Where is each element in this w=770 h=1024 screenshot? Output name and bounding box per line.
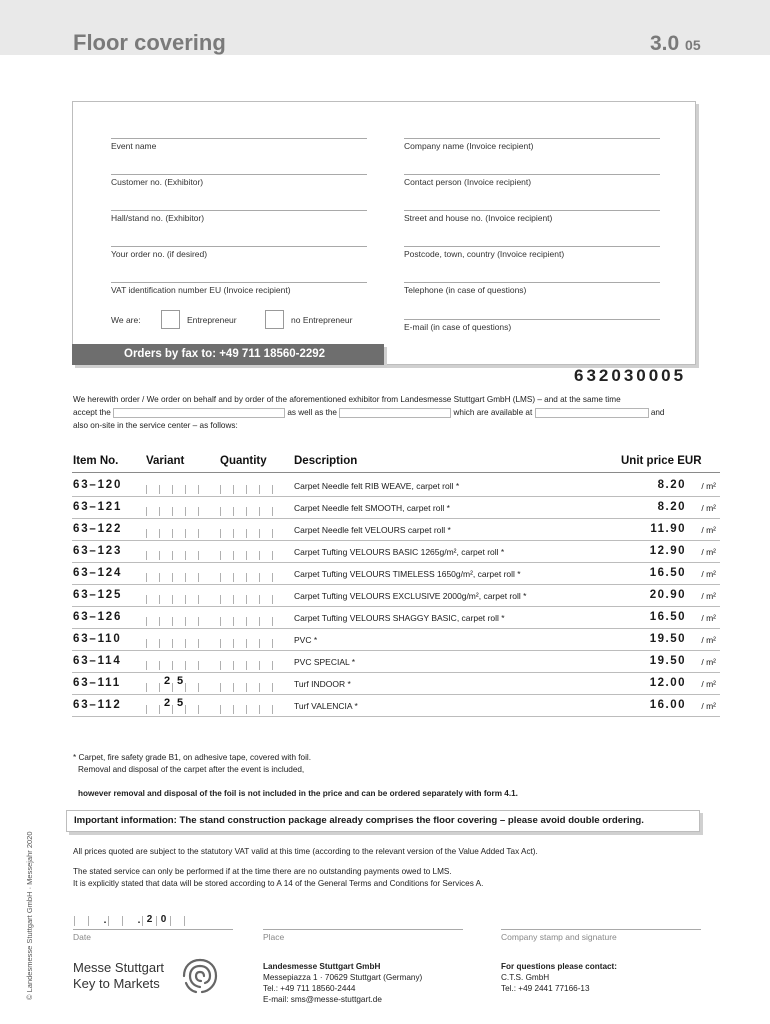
digit-cell[interactable] [233,507,246,516]
digit-cell[interactable] [246,551,259,560]
item-number: 63–123 [73,545,123,557]
digit-cell[interactable] [159,675,172,692]
variant-input[interactable] [146,573,199,582]
price-unit: / m² [701,503,716,513]
item-description: PVC * [294,635,318,645]
digit-cell[interactable] [146,705,159,714]
digit-cell[interactable] [172,507,185,516]
digit-cell[interactable] [172,485,185,494]
digit-cell[interactable] [259,551,273,560]
unit-price: 16.50 [649,567,686,579]
digit-value: 5 [177,675,184,687]
intro-line-1: We herewith order / We order on behalf and by order of the aforementioned exhibitor from Landesmesse Stuttgart GmbH (LMS) – and at the same time [73,395,621,404]
digit-cell[interactable] [172,661,185,670]
variant-input[interactable] [146,595,199,604]
item-number: 63–122 [73,523,123,535]
item-description: Carpet Tufting VELOURS TIMELESS 1650g/m², carpet roll * [294,569,521,579]
form-number-sub: 05 [685,37,701,53]
digit-cell[interactable] [233,573,246,582]
digit-cell[interactable] [246,507,259,516]
digit-cell[interactable] [159,617,172,626]
item-description: Carpet Needle felt RIB WEAVE, carpet roll * [294,481,460,491]
col-header-item: Item No. [73,455,119,467]
date-separator: . [103,915,107,926]
digit-cell[interactable] [159,661,172,670]
quantity-input[interactable] [220,683,273,692]
item-description: Carpet Needle felt SMOOTH, carpet roll * [294,503,450,513]
item-number: 63–126 [73,611,123,623]
unit-price: 16.00 [649,699,686,711]
vat-id-field[interactable]: VAT identification number EU (Invoice recipient) [111,282,367,295]
telephone-field[interactable]: Telephone (in case of questions) [404,282,660,295]
digit-cell[interactable] [233,595,246,604]
price-unit: / m² [701,613,716,623]
quantity-input[interactable] [220,485,273,494]
quantity-input[interactable] [220,595,273,604]
table-row [72,496,720,519]
digit-cell[interactable] [146,639,159,648]
footnote-line-1: * Carpet, fire safety grade B1, on adhesive tape, covered with foil. [73,753,312,762]
street-field[interactable]: Street and house no. (Invoice recipient) [404,210,660,223]
digit-cell[interactable] [185,573,199,582]
date-separator: . [137,915,141,926]
we-are-label: We are: [111,315,141,325]
date-digit-cell[interactable] [74,916,88,926]
digit-cell[interactable] [172,551,185,560]
date-digit-cell[interactable]: 2 [142,916,156,926]
digit-cell[interactable] [246,485,259,494]
digit-cell[interactable] [246,529,259,538]
digit-cell[interactable] [259,595,273,604]
digit-cell[interactable] [146,529,159,538]
unit-price: 12.90 [649,545,686,557]
intro-as-well-as: as well as the [287,408,337,417]
fax-text: Orders by fax to: +49 711 18560-2292 [124,348,326,360]
digit-cell[interactable] [233,485,246,494]
email-field[interactable]: E-mail (in case of questions) [404,319,660,332]
order-no-field[interactable]: Your order no. (if desired) [111,246,367,259]
unit-price: 8.20 [657,479,686,491]
digit-cell[interactable] [172,573,185,582]
digit-cell[interactable] [259,661,273,670]
digit-cell[interactable] [259,705,273,714]
digit-cell[interactable] [259,485,273,494]
digit-cell[interactable] [233,705,246,714]
logo-line-2: Key to Markets [73,976,160,991]
item-description: Carpet Tufting VELOURS SHAGGY BASIC, carpet roll * [294,613,505,623]
digit-cell[interactable] [246,573,259,582]
digit-cell[interactable] [246,683,259,692]
digit-cell[interactable] [259,507,273,516]
col-header-price: Unit price EUR [621,455,702,467]
important-info-box [66,810,700,832]
digit-value: 5 [177,697,184,709]
price-unit: / m² [701,569,716,579]
price-unit: / m² [701,635,716,645]
entrepreneur-label: Entrepreneur [187,315,237,325]
variant-input[interactable] [146,617,199,626]
intro-accept-the: accept the [73,408,111,417]
digit-cell[interactable] [185,639,199,648]
col-header-description: Description [294,455,358,467]
digit-cell[interactable] [246,595,259,604]
footnote-line-2: Removal and disposal of the carpet after the event is included, [78,765,305,774]
digit-cell[interactable] [146,661,159,670]
unit-price: 8.20 [657,501,686,513]
variant-input[interactable] [146,507,199,516]
digit-cell[interactable] [146,617,159,626]
unit-price: 19.50 [649,655,686,667]
item-number: 63–111 [73,677,121,689]
location-fillbox[interactable] [535,408,649,418]
digit-cell[interactable] [159,639,172,648]
intro-line-2 [73,406,723,419]
form-number [650,32,701,56]
digit-cell[interactable] [220,551,233,560]
price-unit: / m² [701,525,716,535]
digit-cell[interactable] [185,507,199,516]
digit-cell[interactable] [185,529,199,538]
unit-price: 20.90 [649,589,686,601]
item-description: PVC SPECIAL * [294,657,356,667]
date-input[interactable] [74,916,198,926]
digit-cell[interactable] [159,595,172,604]
date-digit-cell[interactable] [184,916,198,926]
digit-cell[interactable] [233,661,246,670]
quantity-input[interactable] [220,551,273,560]
digit-cell[interactable] [233,639,246,648]
table-row [72,606,720,629]
entrepreneur-checkbox[interactable] [161,310,180,329]
variant-input[interactable] [146,661,199,670]
price-unit: / m² [701,657,716,667]
lms-company: Landesmesse Stuttgart GmbH [263,962,381,971]
variant-input[interactable] [146,675,199,692]
col-header-variant: Variant [146,455,185,467]
table-row [72,562,720,585]
digit-cell[interactable] [220,705,233,714]
digit-cell[interactable] [220,573,233,582]
digit-cell[interactable] [246,705,259,714]
terms-fillbox[interactable] [113,408,285,418]
price-unit: / m² [701,679,716,689]
quantity-input[interactable] [220,507,273,516]
digit-cell[interactable] [233,551,246,560]
digit-cell[interactable] [233,529,246,538]
digit-cell[interactable] [259,639,273,648]
conditions-fillbox[interactable] [339,408,451,418]
digit-cell[interactable] [146,551,159,560]
digit-cell[interactable] [259,529,273,538]
digit-cell[interactable] [185,661,199,670]
digit-cell[interactable] [159,573,172,582]
copyright-side-text: © Landesmesse Stuttgart GmbH · Messejahr 2020 [25,831,34,1000]
form-number-main: 3.0 [650,32,680,55]
digit-cell[interactable] [220,595,233,604]
event-name-field[interactable]: Event name [111,138,367,151]
item-description: Turf VALENCIA * [294,701,358,711]
digit-cell[interactable] [185,485,199,494]
table-row [72,474,720,497]
digit-cell[interactable] [185,683,199,692]
digit-cell[interactable] [233,683,246,692]
digit-cell[interactable] [159,551,172,560]
digit-cell[interactable] [185,705,199,714]
hall-stand-field[interactable]: Hall/stand no. (Exhibitor) [111,210,367,223]
digit-cell[interactable] [172,639,185,648]
lms-street: Messepiazza 1 · 70629 Stuttgart (Germany) [263,973,423,982]
item-description: Carpet Tufting VELOURS BASIC 1265g/m², carpet roll * [294,547,505,557]
digit-cell[interactable] [159,507,172,516]
digit-cell[interactable] [220,617,233,626]
intro-line-3: also on-site in the service center – as follows: [73,421,238,430]
date-line: Date [73,929,233,942]
intro-and: and [650,408,665,417]
customer-no-field[interactable]: Customer no. (Exhibitor) [111,174,367,187]
digit-cell[interactable] [259,617,273,626]
col-header-quantity: Quantity [220,455,267,467]
table-row [72,650,720,673]
quantity-input[interactable] [220,639,273,648]
date-digit-cell[interactable] [122,916,136,926]
digit-cell[interactable] [159,529,172,538]
digit-cell[interactable] [146,683,159,692]
item-number: 63–125 [73,589,123,601]
questions-company: C.T.S. GmbH [501,973,550,982]
place-line[interactable]: Place [263,929,463,942]
digit-cell[interactable] [172,595,185,604]
digit-cell[interactable] [220,529,233,538]
no-entrepreneur-checkbox[interactable] [265,310,284,329]
stamp-line[interactable]: Company stamp and signature [501,929,701,942]
questions-title: For questions please contact: [501,962,618,971]
variant-input[interactable] [146,639,199,648]
serial-number: 632030005 [574,366,687,385]
item-description: Carpet Tufting VELOURS EXCLUSIVE 2000g/m², carpet roll * [294,591,527,601]
vat-note: All prices quoted are subject to the statutory VAT valid at this time (according to the relevant version of the Value Added Tax Act). [73,847,538,856]
quantity-input[interactable] [220,661,273,670]
digit-cell[interactable] [220,683,233,692]
item-number: 63–114 [73,655,122,667]
item-number: 63–121 [73,501,123,513]
digit-cell[interactable] [246,661,259,670]
digit-cell[interactable] [146,485,159,494]
variant-input[interactable] [146,551,199,560]
table-row [72,584,720,607]
digit-cell[interactable] [220,507,233,516]
digit-cell[interactable] [146,573,159,582]
date-digit-cell[interactable] [108,916,122,926]
digit-cell[interactable] [220,639,233,648]
digit-value: 2 [164,697,171,709]
variant-input[interactable] [146,485,199,494]
digit-cell[interactable] [220,661,233,670]
digit-cell[interactable] [246,617,259,626]
intro-available-at: which are available at [453,408,533,417]
company-name-field[interactable]: Company name (Invoice recipient) [404,138,660,151]
item-number: 63–120 [73,479,123,491]
digit-cell[interactable] [172,675,185,692]
digit-cell[interactable] [185,617,199,626]
digit-cell[interactable] [146,507,159,516]
variant-input[interactable] [146,697,199,714]
questions-contact [501,961,617,994]
digit-cell[interactable] [159,697,172,714]
fax-bar [72,344,384,365]
unit-price: 19.50 [649,633,686,645]
table-row [72,628,720,651]
service-note: The stated service can only be performed if at the time there are no outstanding payments owed to LMS. [73,867,452,876]
data-note: It is explicitly stated that data will be stored according to A 14 of the General Terms and Conditions for Services A. [73,879,484,888]
digit-cell[interactable] [172,617,185,626]
quantity-input[interactable] [220,529,273,538]
logo-wordmark [73,960,164,992]
price-unit: / m² [701,547,716,557]
item-description: Turf INDOOR * [294,679,351,689]
fingerprint-icon [180,956,220,996]
digit-cell[interactable] [233,617,246,626]
postcode-field[interactable]: Postcode, town, country (Invoice recipient) [404,246,660,259]
item-description: Carpet Needle felt VELOURS carpet roll * [294,525,451,535]
lms-address [263,961,422,1005]
important-text: Important information: The stand construction package already comprises the floor covering – please avoid double ordering. [74,815,644,826]
item-number: 63–110 [73,633,122,645]
table-row [72,694,720,717]
footnote-line-3: however removal and disposal of the foil is not included in the price and can be ordered separately with form 4.1. [78,789,518,798]
digit-cell[interactable] [246,639,259,648]
digit-cell[interactable] [185,551,199,560]
digit-cell[interactable] [159,485,172,494]
unit-price: 11.90 [650,523,686,535]
table-row [72,518,720,541]
lms-tel: Tel.: +49 711 18560-2444 [263,984,356,993]
unit-price: 12.00 [649,677,686,689]
price-unit: / m² [701,591,716,601]
quantity-input[interactable] [220,573,273,582]
quantity-input[interactable] [220,617,273,626]
digit-cell[interactable] [259,683,273,692]
digit-cell[interactable] [220,485,233,494]
digit-cell[interactable] [172,697,185,714]
price-unit: / m² [701,701,716,711]
table-header-rule [72,472,720,473]
logo-line-1: Messe Stuttgart [73,960,165,975]
date-digit-cell[interactable]: 0 [156,916,170,926]
date-digit-cell[interactable] [88,916,102,926]
contact-person-field[interactable]: Contact person (Invoice recipient) [404,174,660,187]
digit-cell[interactable] [259,573,273,582]
page-title: Floor covering [73,30,226,55]
digit-value: 2 [164,675,171,687]
variant-input[interactable] [146,529,199,538]
digit-cell[interactable] [185,595,199,604]
no-entrepreneur-label: no Entrepreneur [291,315,353,325]
quantity-input[interactable] [220,705,273,714]
digit-cell[interactable] [172,529,185,538]
intro-paragraph [73,393,723,432]
item-number: 63–124 [73,567,123,579]
table-row [72,672,720,695]
lms-email[interactable]: E-mail: sms@messe-stuttgart.de [263,995,382,1004]
questions-tel: Tel.: +49 2441 77166-13 [501,984,590,993]
unit-price: 16.50 [649,611,686,623]
digit-cell[interactable] [146,595,159,604]
item-number: 63–112 [73,699,122,711]
date-digit-cell[interactable] [170,916,184,926]
table-row [72,540,720,563]
price-unit: / m² [701,481,716,491]
customer-info-box [72,101,696,365]
